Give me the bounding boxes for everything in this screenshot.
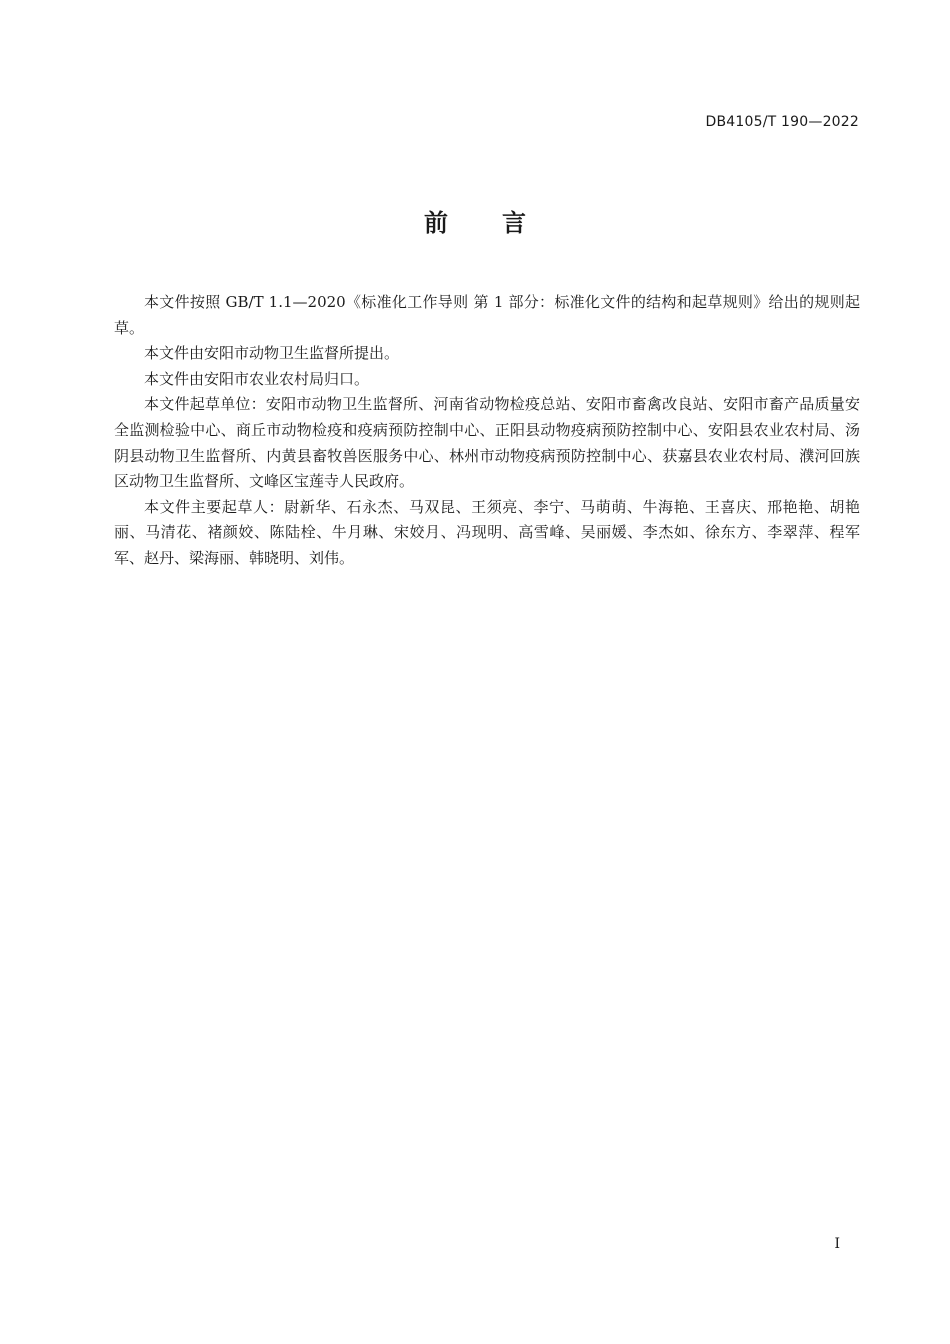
title-char-1: 前	[424, 209, 448, 237]
page-number: I	[834, 1236, 840, 1252]
paragraph-administrator: 本文件由安阳市农业农村局归口。	[144, 369, 370, 388]
document-code: DB4105/T 190—2022	[705, 114, 859, 130]
paragraph-drafting-units: 本文件起草单位：安阳市动物卫生监督所、河南省动物检疫总站、安阳市畜禽改良站、安阳市畜产品质量安全监测检验中心、商丘市动物检疫和疫病预防控制中心、正阳县动物疫病预防控制中心、安阳县农业农村局、汤阴县动物卫生监督所、内黄县畜牧兽医服务中心、林州市动物疫病预防控制中心、获嘉县农业农村局、濮河回族区动物卫生监督所、文峰区宝莲寺人民政府。	[114, 395, 860, 491]
paragraph-proposer: 本文件由安阳市动物卫生监督所提出。	[144, 344, 400, 363]
title-char-2: 言	[502, 209, 526, 237]
paragraph-drafting-rules: 本文件按照 GB/T 1.1—2020《标准化工作导则 第 1 部分：标准化文件的结构和起草规则》给出的规则起草。	[114, 293, 860, 337]
foreword-body	[114, 290, 860, 572]
paragraph-drafters: 本文件主要起草人：尉新华、石永杰、马双昆、王须亮、李宁、马萌萌、牛海艳、王喜庆、邢艳艳、胡艳丽、马清花、褚颜姣、陈陆栓、牛月琳、宋姣月、冯现明、高雪峰、吴丽媛、李杰如、徐东方、李翠萍、程军军、赵丹、梁海丽、韩晓明、刘伟。	[114, 497, 860, 567]
page-title	[0, 203, 950, 238]
